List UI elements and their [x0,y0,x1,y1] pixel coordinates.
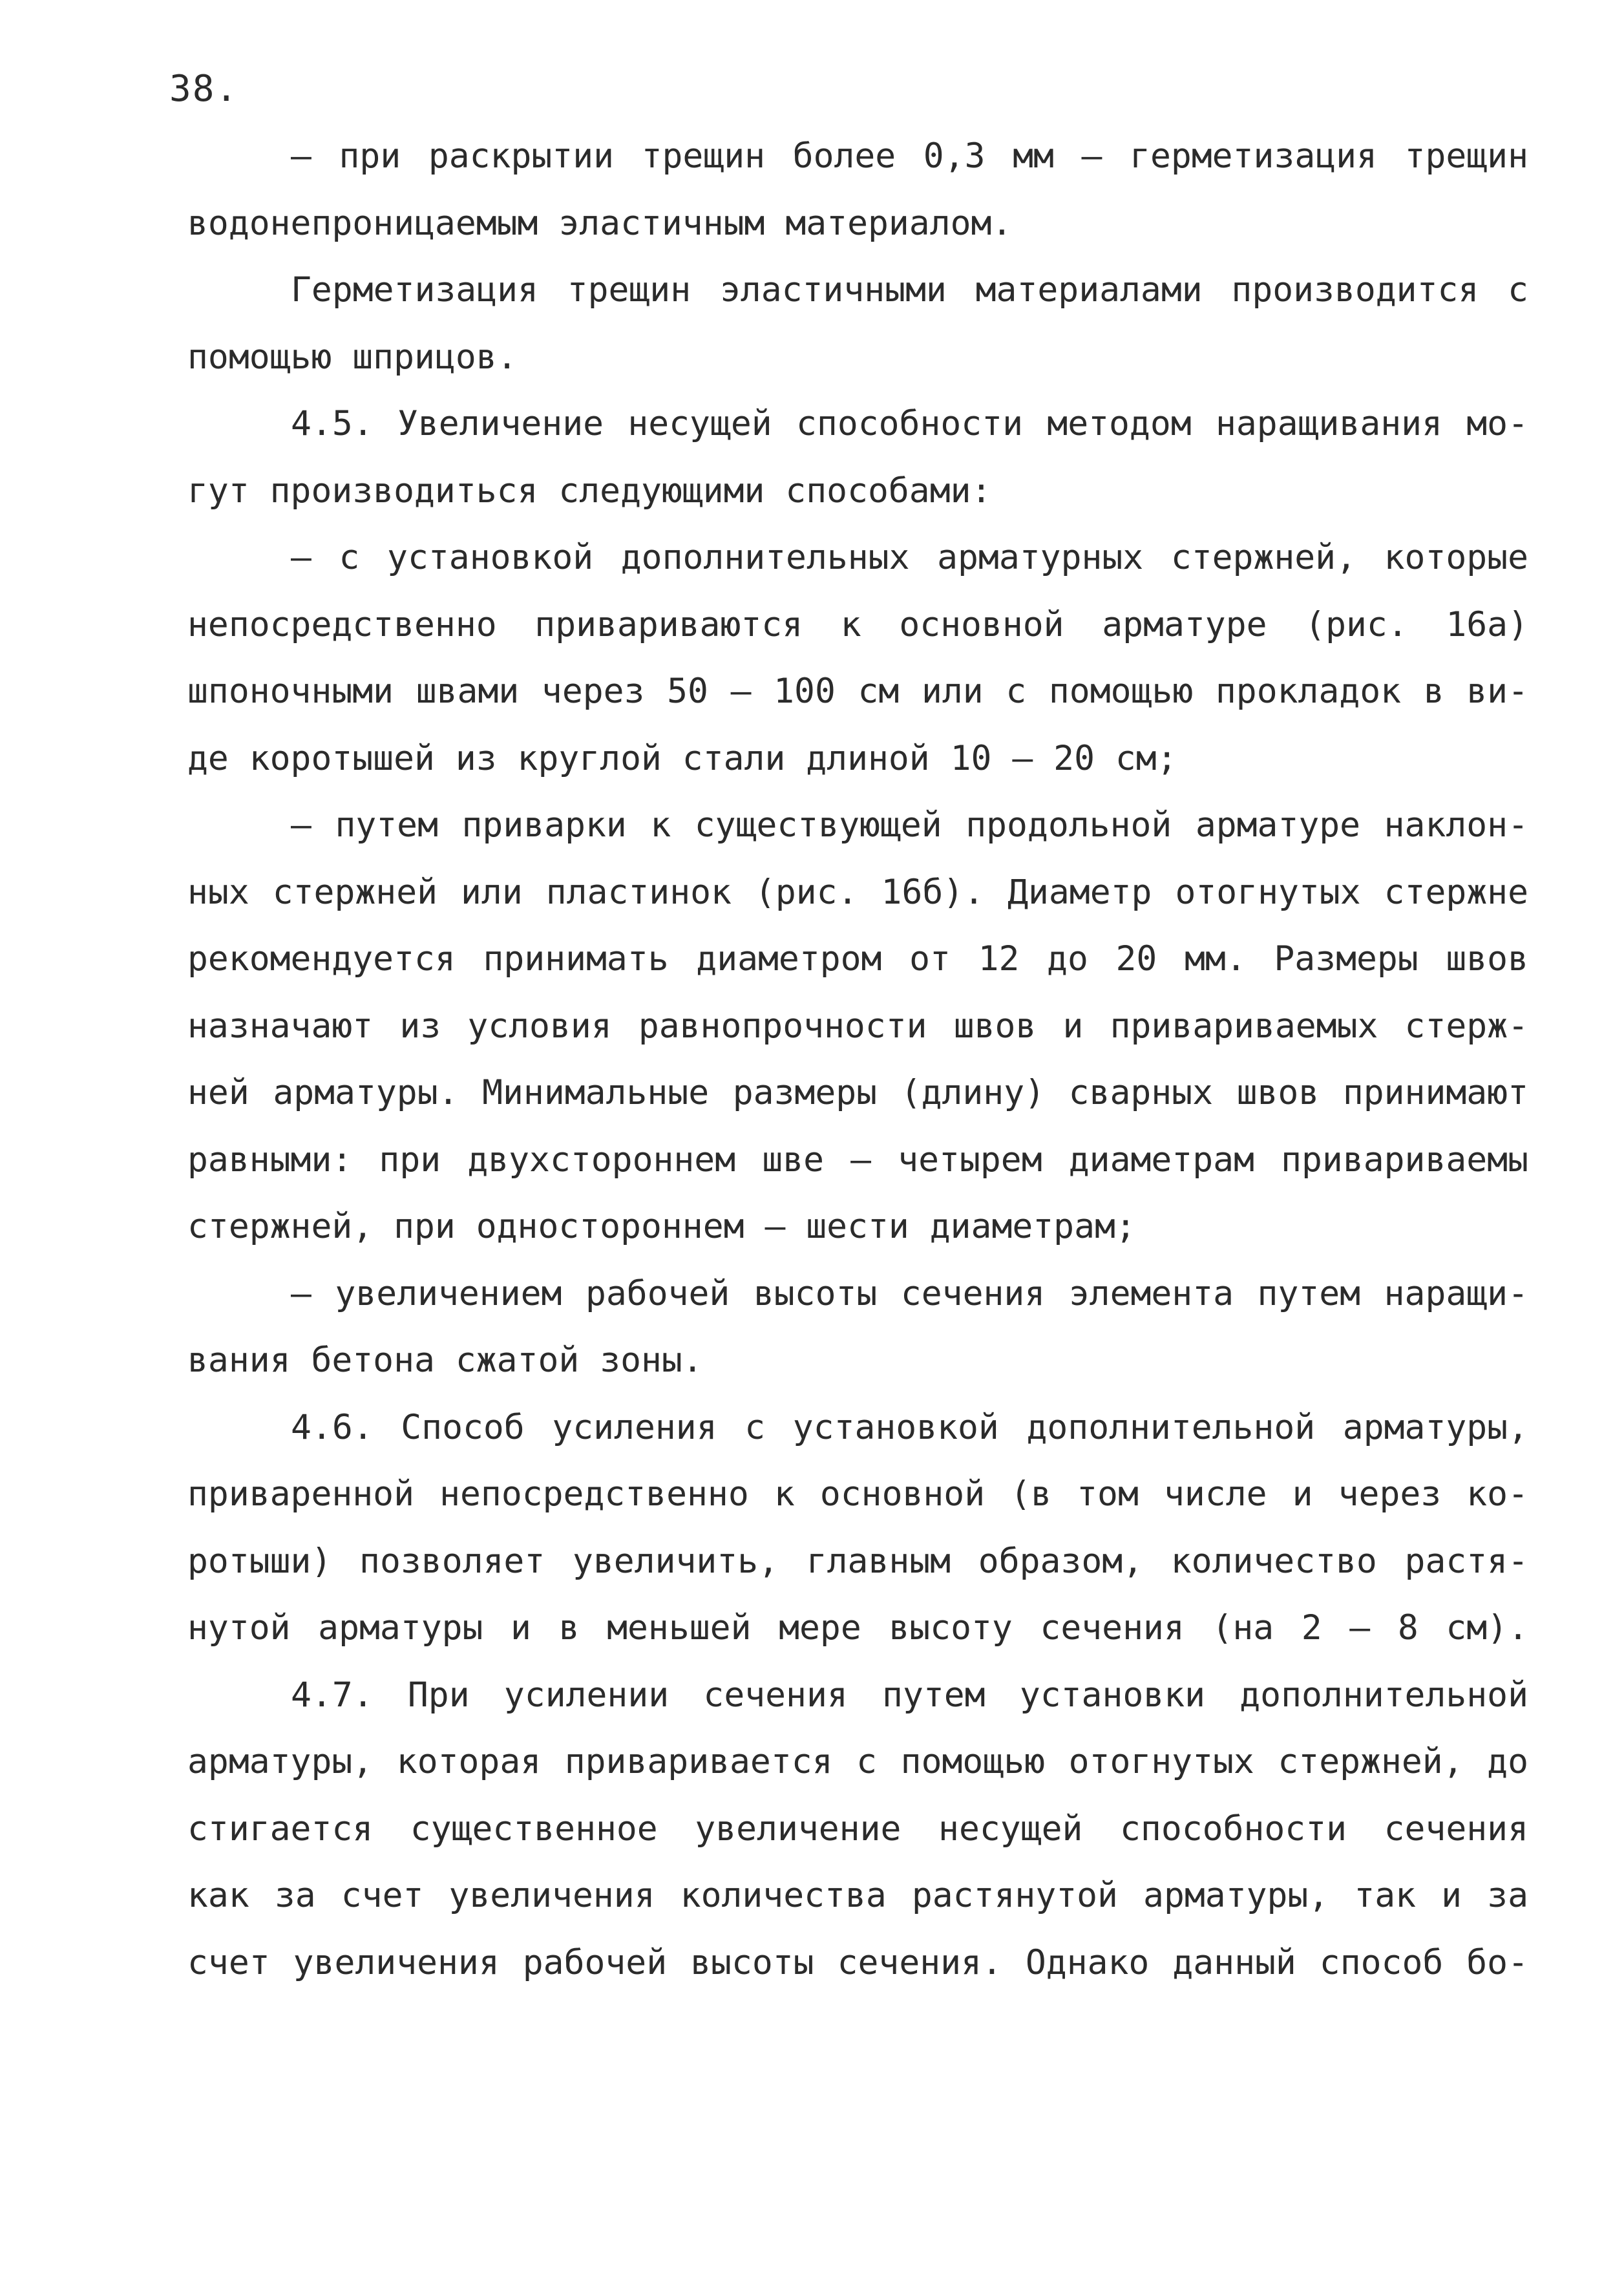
text-line: счет увеличения рабочей высоты сечения. Однако данный способ бо- [187,1942,1528,1982]
text-line: ных стержней или пластинок (рис. 16б). Диаметр отогнутых стержне [187,872,1528,912]
text-line: – с установкой дополнительных арматурных стержней, которые [291,538,1528,577]
text-line: непосредственно привариваются к основной арматуре (рис. 16а) [187,604,1528,644]
text-line: – увеличением рабочей высоты сечения элемента путем наращи- [291,1273,1528,1313]
text-line: водонепроницаемым эластичным материалом. [187,203,1013,243]
text-line: де коротышей из круглой стали длиной 10 – 20 см; [187,738,1177,778]
text-line: равными: при двухстороннем шве – четырем диаметрам привариваемы [187,1140,1528,1180]
text-line: – путем приварки к существующей продольной арматуре наклон- [291,805,1528,845]
text-line: помощью шприцов. [187,337,518,377]
document-body [187,123,1528,1996]
text-line: нутой арматуры и в меньшей мере высоту сечения (на 2 – 8 см). [187,1608,1528,1648]
text-line: 4.7. При усилении сечения путем установки дополнительной [291,1675,1528,1715]
text-line: 4.6. Способ усиления с установкой дополнительной арматуры, [291,1407,1528,1447]
text-line: ней арматуры. Минимальные размеры (длину) сварных швов принимают [187,1073,1528,1112]
text-line: стигается существенное увеличение несущей способности сечения [187,1809,1528,1849]
text-line: приваренной непосредственно к основной (в том числе и через ко- [187,1474,1528,1514]
text-line: гут производиться следующими способами: [187,471,992,511]
text-line: рекомендуется принимать диаметром от 12 до 20 мм. Размеры швов [187,939,1528,979]
text-line: шпоночными швами через 50 – 100 см или с помощью прокладок в ви- [187,672,1528,711]
text-line: вания бетона сжатой зоны. [187,1341,703,1380]
text-line: арматуры, которая приваривается с помощью отогнутых стержней, до [187,1742,1528,1781]
page-number: 38. [169,68,239,110]
text-line: как за счет увеличения количества растянутой арматуры, так и за [187,1876,1528,1915]
text-line: назначают из условия равнопрочности швов и привариваемых стерж- [187,1006,1528,1046]
text-line: – при раскрытии трещин более 0,3 мм – герметизация трещин [291,136,1528,176]
text-line: ротыши) позволяет увеличить, главным образом, количество растя- [187,1541,1528,1581]
text-line: Герметизация трещин эластичными материалами производится с [291,270,1528,310]
text-line: стержней, при одностороннем – шести диаметрам; [187,1207,1136,1246]
text-line: 4.5. Увеличение несущей способности методом наращивания мо- [291,404,1528,443]
